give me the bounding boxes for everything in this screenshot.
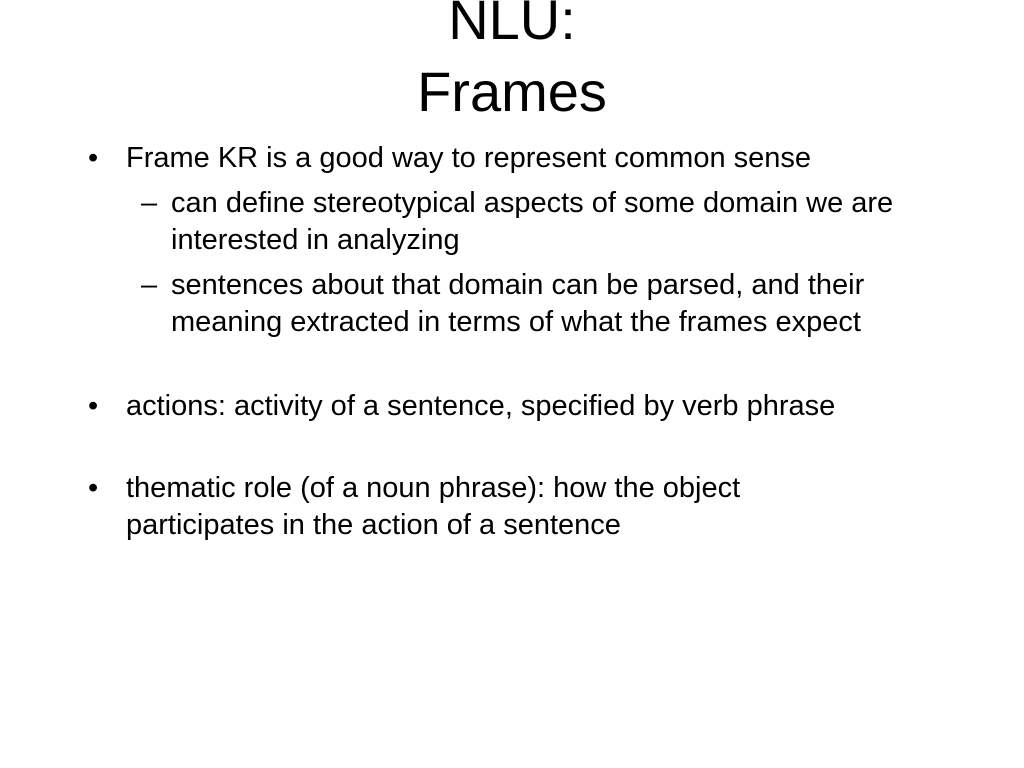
title-line-2: Frames — [417, 60, 607, 123]
sub-bullet-marker: – — [141, 187, 158, 219]
sub-bullet-marker: – — [141, 269, 158, 301]
bullet-item — [88, 140, 966, 177]
bullet-text: thematic role (of a noun phrase): how the object participates in the action of a sentence — [126, 472, 741, 541]
bullet-item — [88, 388, 886, 425]
bullet-text: actions: activity of a sentence, specified by verb phrase — [126, 390, 836, 422]
slide-title — [0, 0, 1024, 128]
sub-bullet-text: can define stereotypical aspects of some domain we are interested in analyzing — [171, 187, 894, 256]
bullet-marker: • — [88, 142, 99, 174]
bullet-marker: • — [88, 472, 99, 504]
bullet-item — [88, 470, 886, 544]
bullet-marker: • — [88, 390, 99, 422]
sub-bullet-text: sentences about that domain can be parsed, and their meaning extracted in terms of what the frames expect — [171, 269, 865, 338]
sub-bullet-item — [141, 185, 931, 259]
title-line-1: NLU: — [448, 0, 576, 51]
sub-bullet-item — [141, 267, 931, 341]
bullet-text: Frame KR is a good way to represent common sense — [126, 142, 812, 174]
